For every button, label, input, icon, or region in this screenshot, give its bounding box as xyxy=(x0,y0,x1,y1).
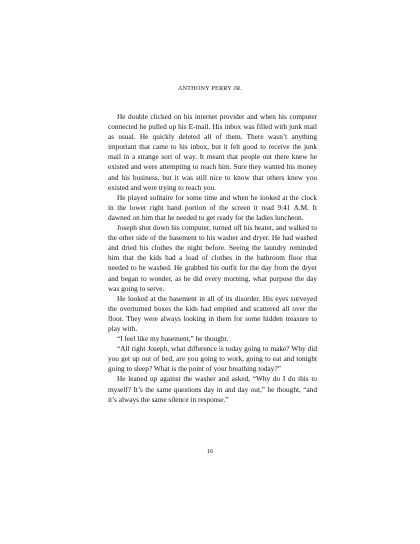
paragraph: “I feel like my basement,” he thought. xyxy=(117,334,229,344)
paragraph: Joseph shut down his computer, turned off his heater, and walked to the other side of the basement to his washer and dryer. He had washed and dried his clothes the night before. Seeing the laundry reminded him that the kids had a load of clothes in the bathroom floor that needed to be washed. He grabbed his outfit for the day from the dryer and began to wonder, as he did every morning, what purpose the day was going to serve. xyxy=(108,223,317,293)
paragraph: He played solitaire for some time and when he looked at the clock in the lower right hand portion of the screen it read 9:41 A.M. It dawned on him that he needed to get ready for the ladies luncheon. xyxy=(108,192,317,222)
paragraph: He leaned up against the washer and asked, “Why do I do this to myself? It’s the same questions day in and day out,” he thought, “and it’s always the same silence in response.” xyxy=(108,374,317,404)
paragraph: “All right Joseph, what difference is today going to make? Why did you get up out of bed, are you going to work, going to eat and tonight going to sleep? What is the point of your breathing today?” xyxy=(108,344,317,374)
running-header: ANTHONY PERRY JR. xyxy=(177,85,243,92)
paragraph: He double clicked on his internet provider and when his computer connected he pulled up his E-mail. His inbox was filled with junk mail as usual. He quickly deleted all of them. There wasn’t anything important that came to his inbox, but it felt good to receive the junk mail in a strange sort of way. It meant that people out there knew he existed and were attempting to reach him. Sure they wanted his money and his business, but it was still nice to know that others knew you existed and were trying to reach you. xyxy=(108,112,317,192)
body-text xyxy=(108,112,317,405)
paragraph: He looked at the basement in all of its disorder. His eyes surveyed the overturned boxes the kids had emptied and scattered all over the floor. They were always looking in them for some hidden treasure to play with. xyxy=(108,293,317,333)
page-number: 16 xyxy=(206,448,214,455)
